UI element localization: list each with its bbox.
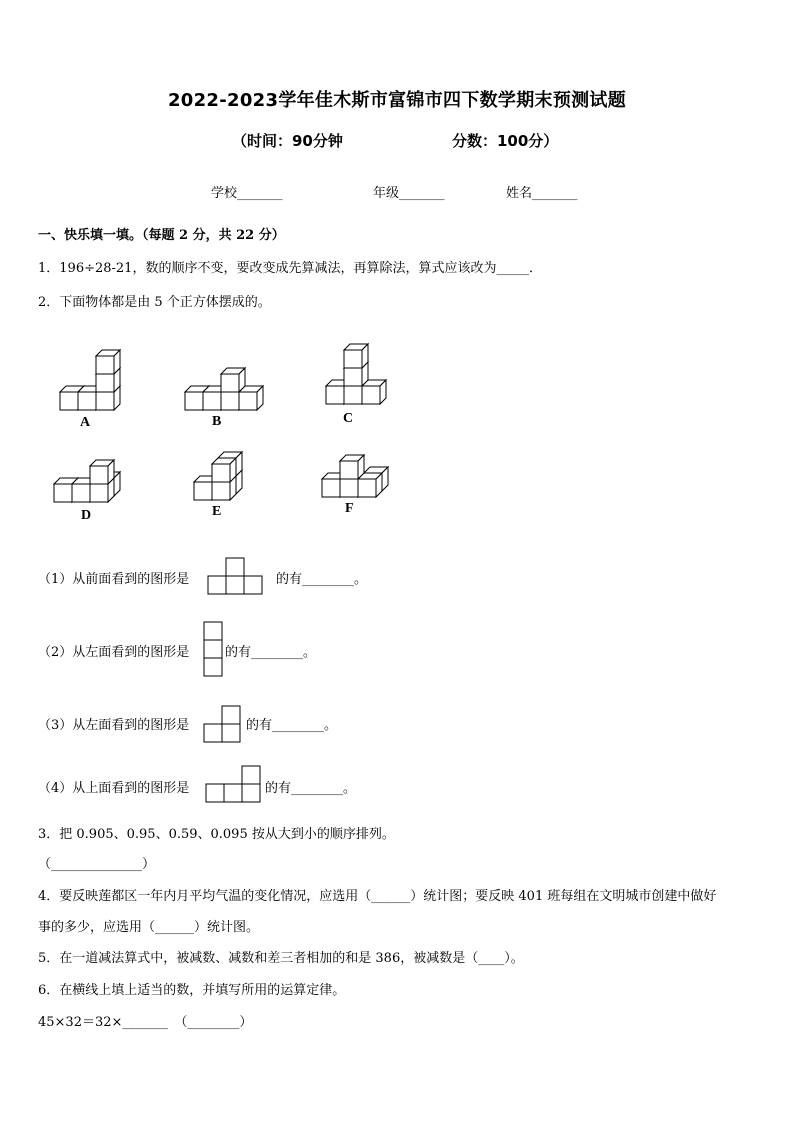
exam-score: 分数：100分） [452, 132, 559, 150]
view-top-shape [204, 764, 266, 806]
section-heading: 一、快乐填一填。（每题 2 分，共 22 分） [38, 228, 285, 243]
question-6: 6．在横线上填上适当的数，并填写所用的运算定律。 [38, 983, 346, 998]
view-front-shape [206, 556, 266, 596]
sub-question-1-answer: 的有________。 [276, 572, 368, 587]
question-3-answer: （______________） [38, 857, 156, 872]
sub-question-3-prompt: （3）从左面看到的图形是 [38, 718, 190, 733]
figure-label-d: D [81, 508, 92, 523]
question-6-expression: 45×32＝32×_______ （________） [38, 1015, 253, 1030]
figure-label-e: E [212, 504, 222, 519]
view-left-column-shape [202, 620, 226, 680]
question-4-line-2: 事的多少，应选用（______）统计图。 [38, 920, 260, 935]
figure-b-cube [221, 368, 245, 392]
figure-d-cube [90, 460, 114, 484]
question-2: 2．下面物体都是由 5 个正方体摆成的。 [38, 295, 271, 310]
figure-label-c: C [343, 411, 354, 426]
figure-f-cube [358, 473, 382, 497]
figure-b-cube [239, 386, 263, 410]
question-3: 3．把 0.905、0.95、0.59、0.095 按从大到小的顺序排列。 [38, 827, 395, 842]
figure-label-a: A [80, 415, 91, 430]
grade-field: 年级_______ [373, 186, 445, 201]
figure-c-cube [362, 380, 386, 404]
sub-question-4-prompt: （4）从上面看到的图形是 [38, 781, 190, 796]
sub-question-2-prompt: （2）从左面看到的图形是 [38, 645, 190, 660]
page-title: 2022-2023学年佳木斯市富锦市四下数学期末预测试题 [167, 90, 627, 111]
figure-label-f: F [345, 501, 354, 516]
name-field: 姓名_______ [506, 186, 578, 201]
question-4-line-1: 4．要反映莲都区一年内月平均气温的变化情况，应选用（______）统计图；要反映 401 班每组在文明城市创建中做好 [38, 889, 717, 904]
figure-label-b: B [212, 414, 222, 429]
exam-time: （时间：90分钟 [232, 132, 343, 150]
figure-c-cube [344, 344, 368, 368]
sub-question-1-prompt: （1）从前面看到的图形是 [38, 572, 190, 587]
sub-question-3-answer: 的有________。 [246, 718, 338, 733]
figure-e-cube [212, 458, 236, 482]
question-1: 1．196÷28-21，数的顺序不变，要改变成先算减法，再算除法，算式应该改为_____． [38, 261, 542, 276]
sub-question-2-answer: 的有________。 [225, 645, 317, 660]
figure-a-cube [96, 350, 120, 374]
figure-f-cube [340, 455, 364, 479]
view-left-l-shape [202, 704, 246, 746]
sub-question-4-answer: 的有________。 [265, 781, 357, 796]
school-field: 学校_______ [211, 186, 283, 201]
question-5: 5．在一道减法算式中，被减数、减数和差三者相加的和是 386，被减数是（____）。 [38, 951, 524, 966]
